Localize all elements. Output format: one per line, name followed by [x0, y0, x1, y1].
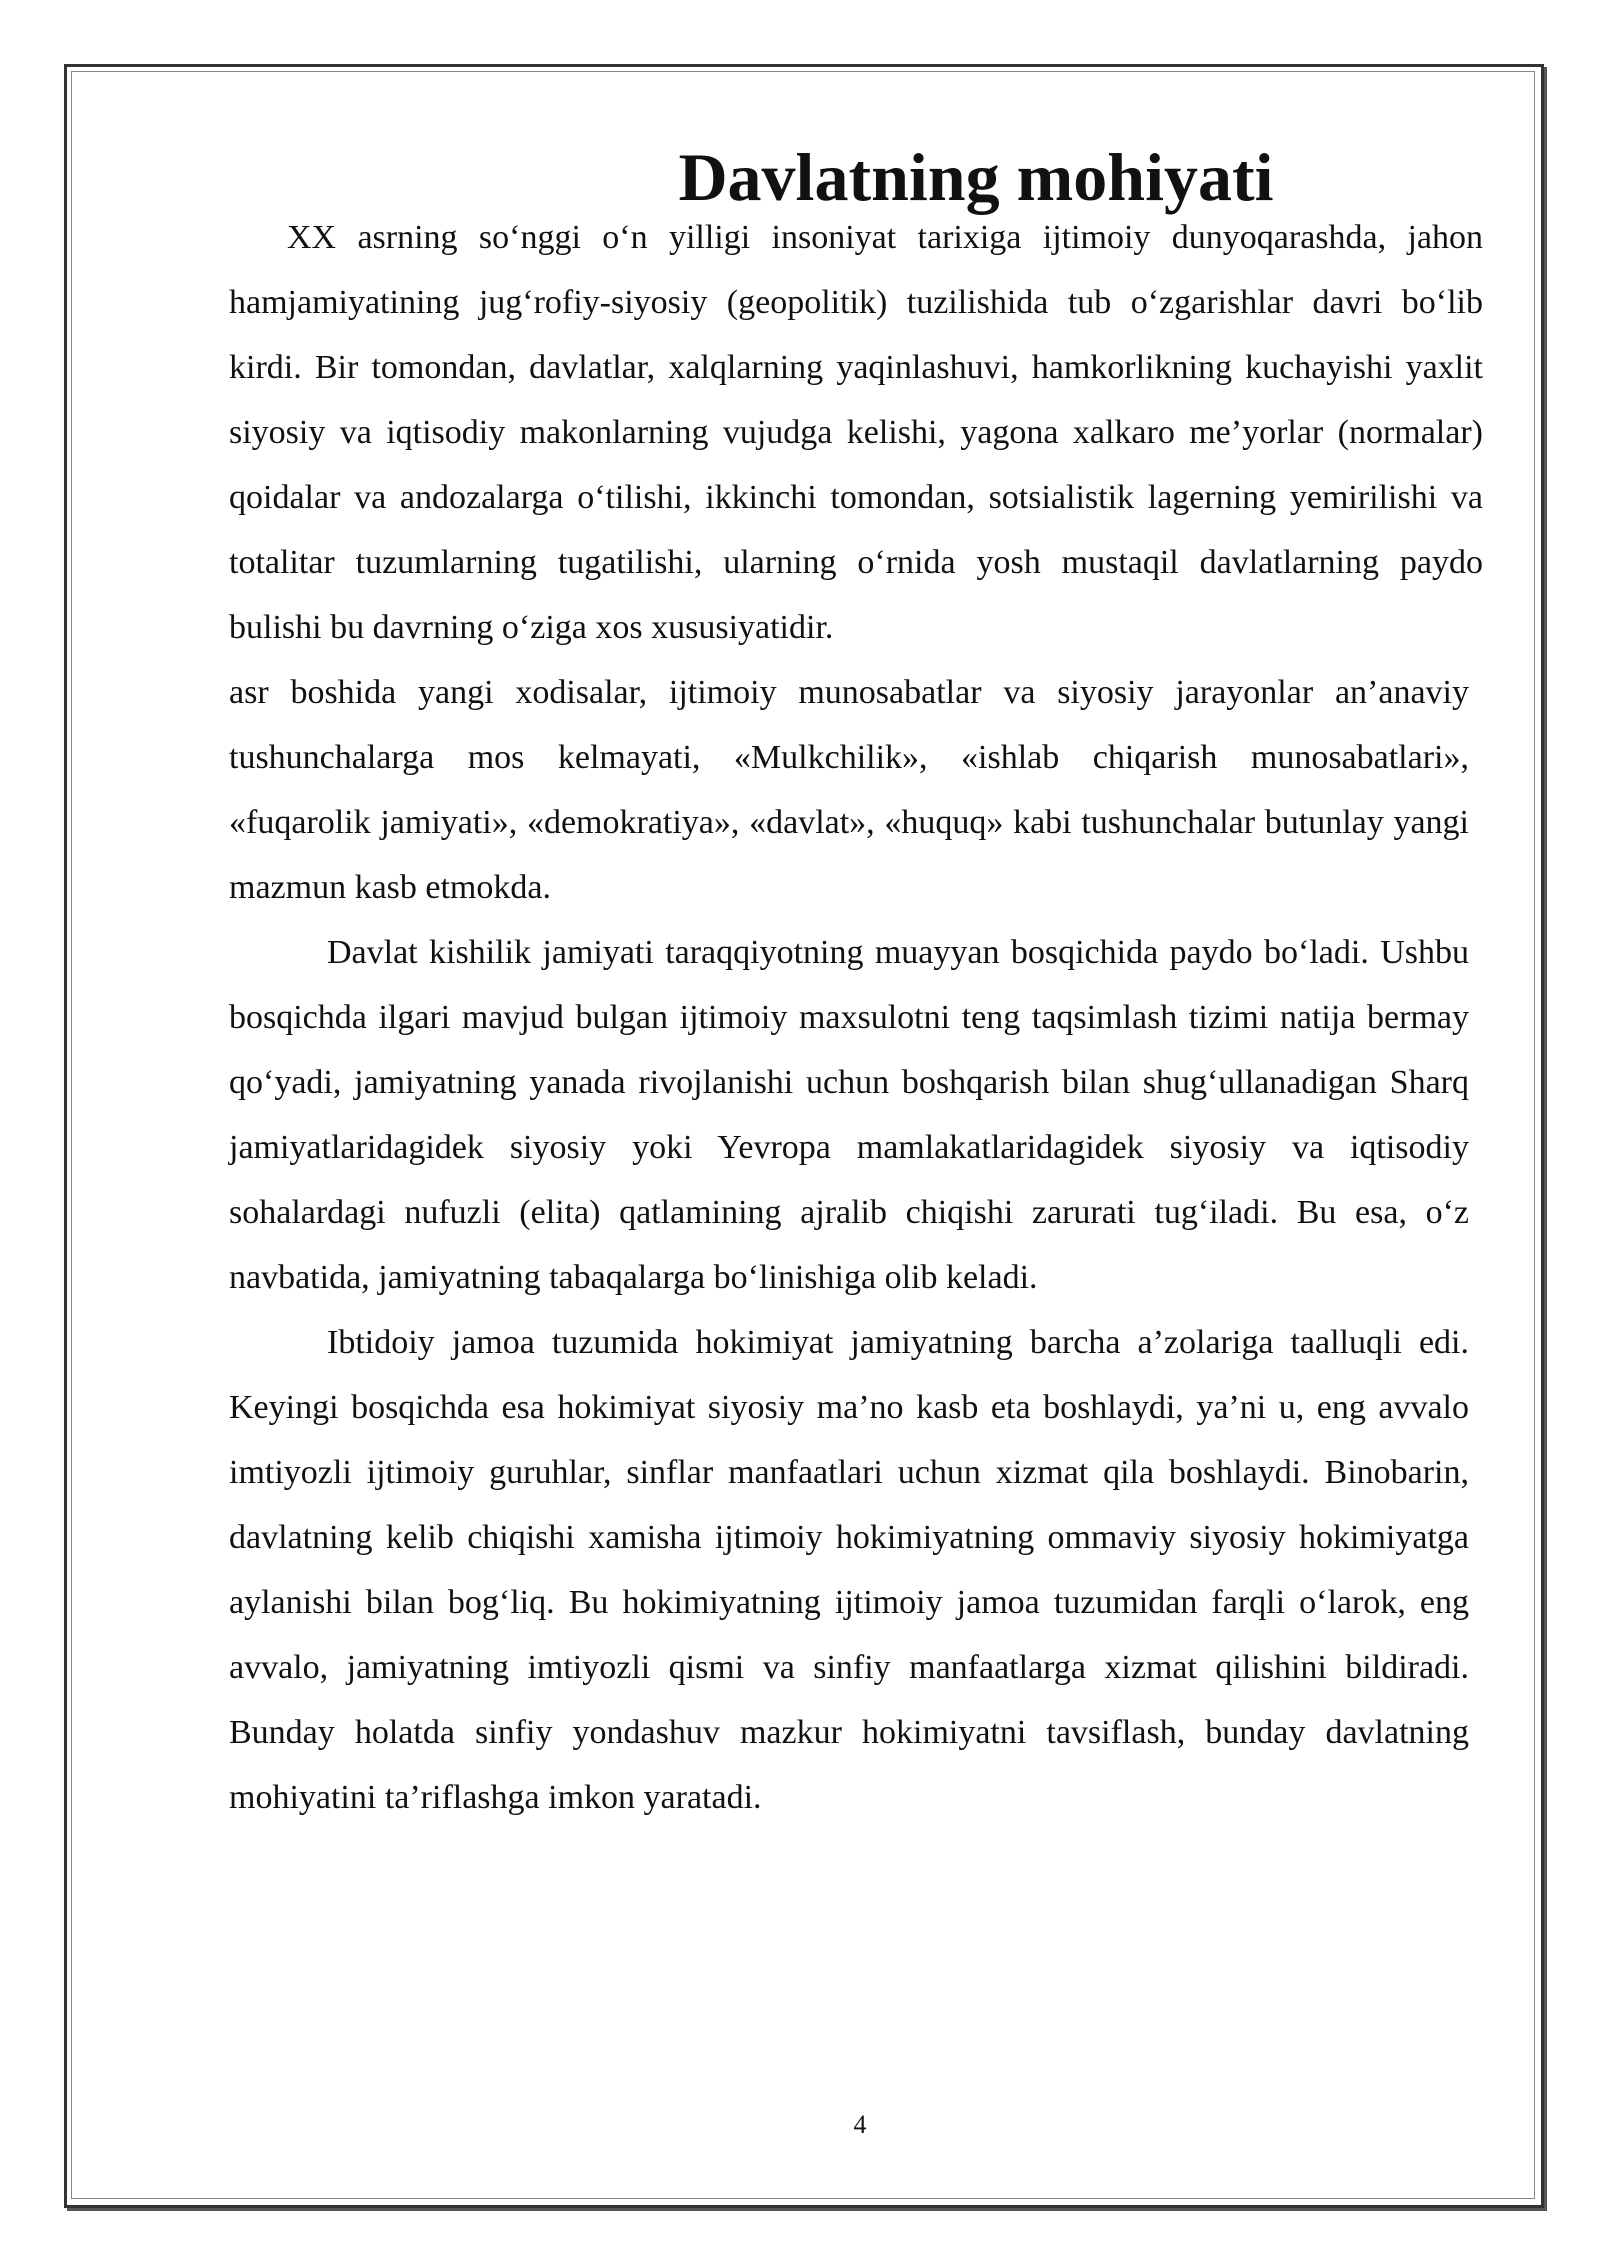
paragraph-4: Ibtidoiy jamoa tuzumida hokimiyat jamiyatning barcha a’zolariga taalluqli edi. Keyingi bosqichda esa hokimiyat siyosiy ma’no kasb eta boshlaydi, ya’ni u, eng avvalo imtiyozli ijtimoiy guruhlar, sinflar manfaatlari uchun xizmat qila boshlaydi. Binobarin, davlatning kelib chiqishi xamisha ijtimoiy hokimiyatning ommaviy siyosiy hokimiyatga aylanishi bilan bog‘liq. Bu hokimiyatning ijtimoiy jamoa tuzumidan farqli o‘larok, eng avvalo, jamiyatning imtiyozli qismi va sinfiy manfaatlarga xizmat qilishini bildiradi. Bunday holatda sinfiy yondashuv mazkur hokimiyatni tavsiflash, bunday davlatning mohiyatini ta’riflashga imkon yaratadi.	[229, 1324, 1469, 1816]
document-title: Davlatning mohiyati	[678, 139, 1274, 215]
paragraph-1: XX asrning so‘nggi o‘n yilligi insoniyat tarixiga ijtimoiy dunyoqarashda, jahon hamjamiyatining jug‘rofiy-siyosiy (geopolitik) tuzilishida tub o‘zgarishlar davri bo‘lib kirdi. Bir tomondan, davlatlar, xalqlarning yaqinlashuvi, hamkorlikning kuchayishi yaxlit siyosiy va iqtisodiy makonlarning vujudga kelishi, yagona xalkaro me’yorlar (normalar) qoidalar va andozalarga o‘tilishi, ikkinchi tomondan, sotsialistik lagerning yemirilishi va totalitar tuzumlarning tugatilishi, ularning o‘rnida yosh mustaqil davlatlarning paydo bulishi bu davrning o‘ziga xos xususiyatidir.	[229, 219, 1483, 646]
document-body	[229, 139, 1483, 1830]
paragraph-2: asr boshida yangi xodisalar, ijtimoiy munosabatlar va siyosiy jarayonlar an’anaviy tushunchalarga mos kelmayati, «Mulkchilik», «ishlab chiqarish munosabatlari», «fuqarolik jamiyati», «demokratiya», «davlat», «huquq» kabi tushunchalar butunlay yangi mazmun kasb etmokda.	[229, 674, 1469, 906]
paragraph-3: Davlat kishilik jamiyati taraqqiyotning muayyan bosqichida paydo bo‘ladi. Ushbu bosqichda ilgari mavjud bulgan ijtimoiy maxsulotni teng taqsimlash tizimi natija bermay qo‘yadi, jamiyatning yanada rivojlanishi uchun boshqarish bilan shug‘ullanadigan Sharq jamiyatlaridagidek siyosiy yoki Yevropa mamlakatlaridagidek siyosiy va iqtisodiy sohalardagi nufuzli (elita) qatlamining ajralib chiqishi zarurati tug‘iladi. Bu esa, o‘z navbatida, jamiyatning tabaqalarga bo‘linishiga olib keladi.	[229, 934, 1469, 1296]
page-number: 4	[853, 2110, 867, 2139]
